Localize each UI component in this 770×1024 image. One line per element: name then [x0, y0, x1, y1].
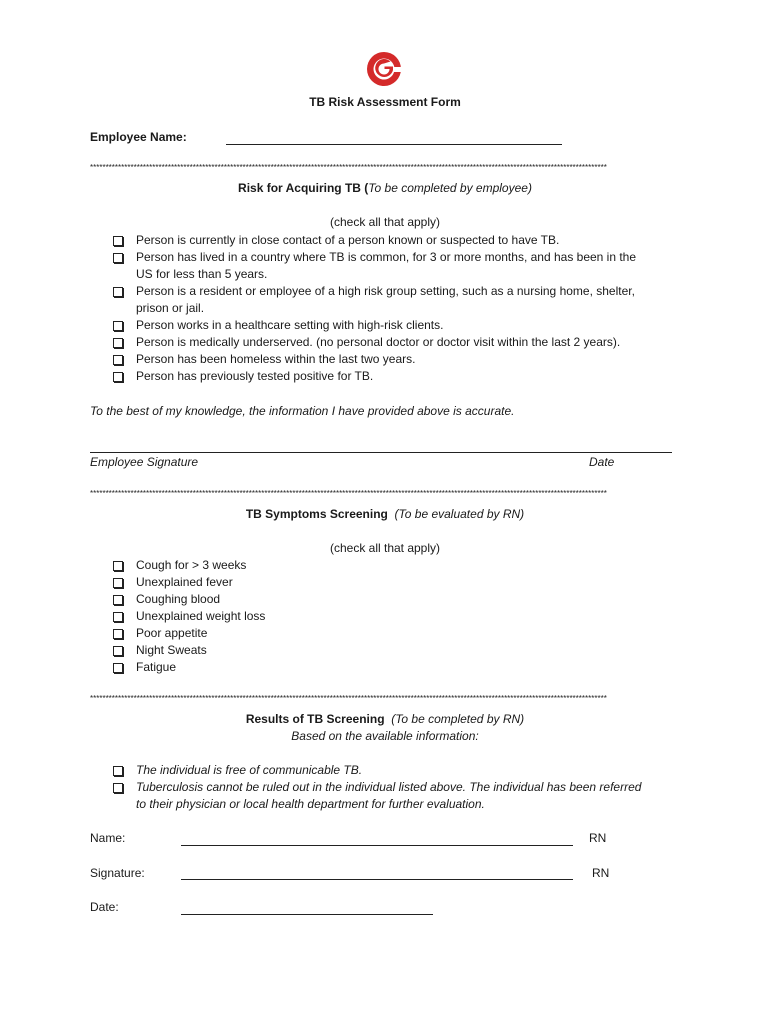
result-option-label: The individual is free of communicable TB. [136, 763, 363, 777]
symptoms-section-heading [0, 506, 770, 523]
symptom-label: Fatigue [136, 660, 177, 674]
checkbox[interactable] [113, 612, 123, 622]
results-subheading: Based on the available information: [291, 729, 479, 743]
list-item [112, 283, 636, 300]
checkbox[interactable] [113, 629, 123, 639]
checkbox[interactable] [113, 236, 123, 246]
list-item [112, 591, 265, 608]
rn-name-field[interactable] [181, 845, 573, 846]
checkbox[interactable] [113, 561, 123, 571]
list-item [112, 608, 265, 625]
list-item [112, 557, 265, 574]
section-divider: ********************************************************************************************************************************************************************** [90, 490, 607, 498]
list-item-continuation [112, 300, 636, 317]
risk-heading-note: To be completed by employee) [368, 181, 532, 195]
symptoms-heading-note: (To be evaluated by RN) [394, 507, 525, 521]
symptom-label: Coughing blood [136, 592, 221, 606]
list-item [112, 368, 636, 385]
rn-signature-suffix: RN [592, 866, 610, 880]
symptom-label: Unexplained fever [136, 575, 233, 589]
results-heading-text: Results of TB Screening [245, 712, 385, 726]
risk-checklist [112, 232, 636, 385]
employee-name-field[interactable] [226, 144, 562, 145]
risk-item-label: Person works in a healthcare setting with high-risk clients. [136, 318, 444, 332]
symptom-label: Unexplained weight loss [136, 609, 266, 623]
employee-date-label: Date [589, 455, 615, 469]
list-item [112, 779, 641, 796]
risk-item-label: US for less than 5 years. [136, 267, 268, 281]
result-option-label: Tuberculosis cannot be ruled out in the individual listed above. The individual has been referred [136, 780, 642, 794]
symptom-label: Night Sweats [136, 643, 207, 657]
checkbox[interactable] [113, 595, 123, 605]
checkbox[interactable] [113, 663, 123, 673]
checkbox[interactable] [113, 578, 123, 588]
checkbox[interactable] [113, 287, 123, 297]
list-item [112, 351, 636, 368]
list-item [112, 317, 636, 334]
results-checklist [112, 762, 641, 813]
list-item [112, 334, 636, 351]
list-item-continuation [112, 796, 641, 813]
list-item [112, 659, 265, 676]
risk-check-note: (check all that apply) [329, 215, 441, 229]
section-divider: ********************************************************************************************************************************************************************** [90, 695, 607, 703]
rn-date-field[interactable] [181, 914, 433, 915]
list-item [112, 642, 265, 659]
rn-signature-field[interactable] [181, 879, 573, 880]
checkbox[interactable] [113, 372, 123, 382]
risk-item-label: Person has previously tested positive for TB. [136, 369, 374, 383]
list-item [112, 232, 636, 249]
rn-name-suffix: RN [589, 831, 607, 845]
employee-name-label: Employee Name: [90, 130, 187, 144]
employee-signature-label: Employee Signature [90, 455, 199, 469]
attestation-text: To the best of my knowledge, the information I have provided above is accurate. [90, 404, 515, 418]
rn-name-label: Name: [90, 831, 126, 845]
g-logo-icon [366, 51, 404, 87]
risk-item-label: Person is a resident or employee of a high risk group setting, such as a nursing home, shelter, [136, 284, 635, 298]
checkbox[interactable] [113, 253, 123, 263]
checkbox[interactable] [113, 355, 123, 365]
checkbox[interactable] [113, 321, 123, 331]
risk-section-heading [0, 180, 770, 197]
risk-heading-text: Risk for Acquiring TB ( [238, 181, 369, 195]
checkbox[interactable] [113, 766, 123, 776]
form-title: TB Risk Assessment Form [309, 95, 461, 109]
result-option-label: to their physician or local health department for further evaluation. [136, 797, 485, 811]
list-item [112, 249, 636, 266]
checkbox[interactable] [113, 783, 123, 793]
risk-item-label: Person is medically underserved. (no personal doctor or doctor visit within the last 2 years). [136, 335, 621, 349]
list-item [112, 625, 265, 642]
results-section-heading [0, 711, 770, 728]
symptom-label: Cough for > 3 weeks [136, 558, 247, 572]
section-divider: ********************************************************************************************************************************************************************** [90, 164, 607, 172]
risk-item-label: Person is currently in close contact of a person known or suspected to have TB. [136, 233, 560, 247]
risk-item-label: Person has been homeless within the last two years. [136, 352, 416, 366]
symptoms-check-note: (check all that apply) [329, 541, 441, 555]
risk-item-label: Person has lived in a country where TB is common, for 3 or more months, and has been in the [136, 250, 637, 264]
rn-date-label: Date: [90, 900, 119, 914]
rn-signature-label: Signature: [90, 866, 145, 880]
results-heading-note: (To be completed by RN) [391, 712, 525, 726]
symptoms-checklist [112, 557, 265, 676]
checkbox[interactable] [113, 338, 123, 348]
checkbox[interactable] [113, 646, 123, 656]
symptom-label: Poor appetite [136, 626, 208, 640]
list-item [112, 574, 265, 591]
employee-signature-field[interactable] [90, 452, 672, 453]
symptoms-heading-text: TB Symptoms Screening [245, 507, 388, 521]
risk-item-label: prison or jail. [136, 301, 205, 315]
list-item [112, 762, 641, 779]
list-item-continuation [112, 266, 636, 283]
